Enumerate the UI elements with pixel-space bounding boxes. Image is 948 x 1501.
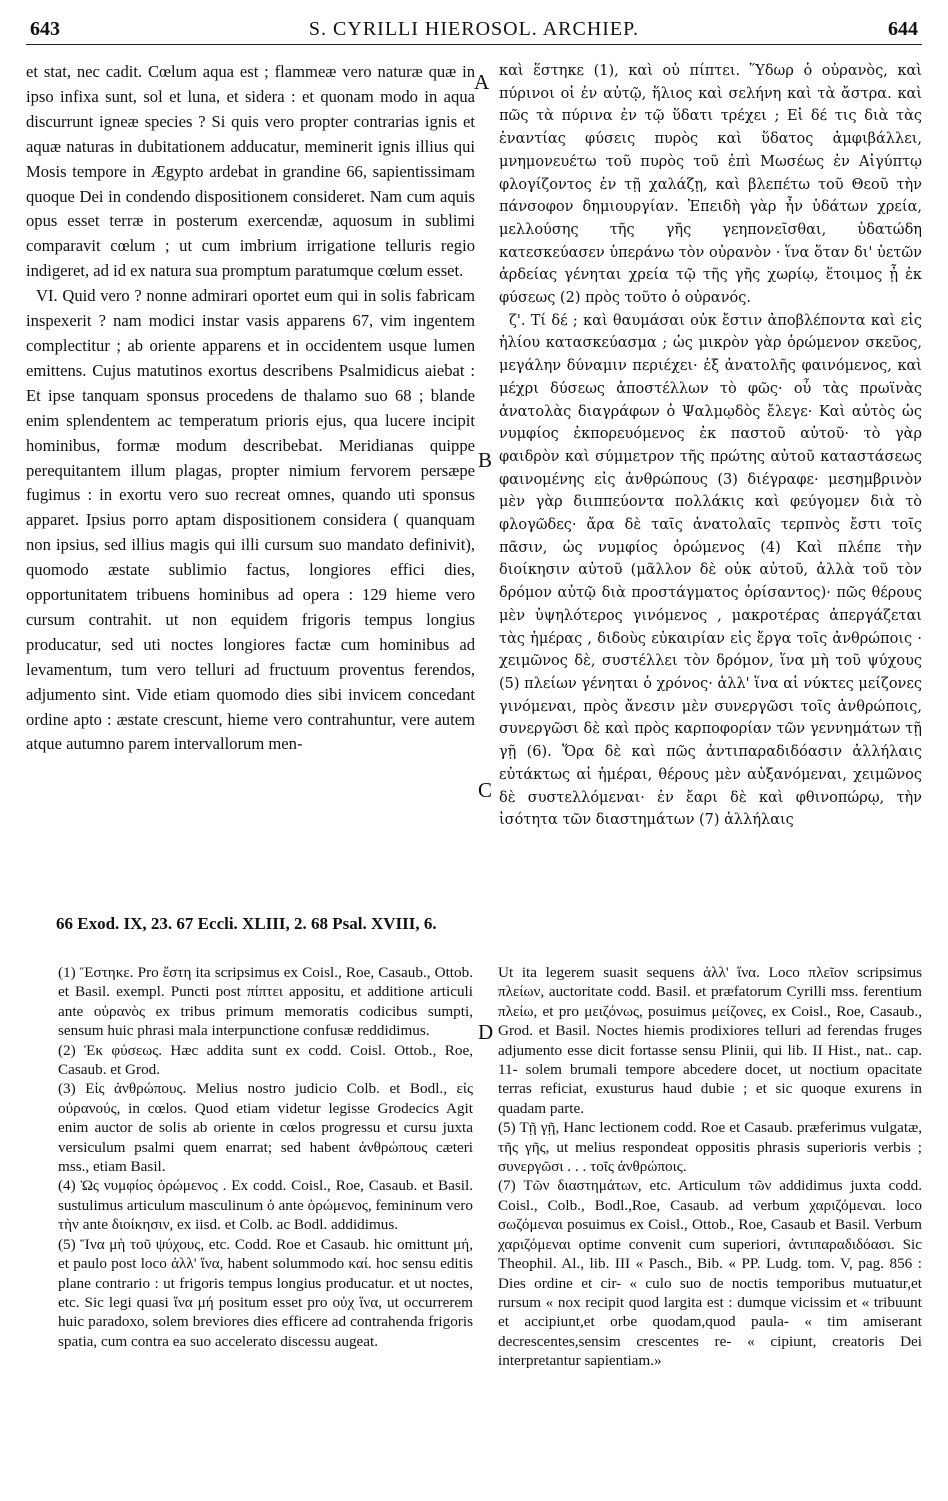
- footnotes-left: [58, 963, 473, 1493]
- page-number-right: 644: [888, 18, 918, 40]
- running-header: [26, 14, 922, 45]
- footnote: (3) Εἰς ἀνθρώπους. Melius nostro judicio Colb. et Bodl., εἰς οὐρανούς, in cœlos. Quod etiam videtur legisse Grodecics Agit enim auctor de solis ab oriente in cœlos progressu et cursu juxta versiculum psalmi quem enarrat; sed habent ἀνθρώπους cæteri mss., etiam Basil.: [58, 1080, 473, 1176]
- page-number-left: 643: [30, 18, 60, 40]
- margin-letter-b: B: [478, 448, 493, 472]
- footnotes-right: [498, 963, 922, 1493]
- latin-column: [26, 60, 475, 850]
- latin-paragraph-2: VI. Quid vero ? nonne admirari oportet eum qui in solis fabricam inspexerit ? nam modici instar vasis apparens 67, vim ingentem complectitur ; ab oriente apparens et in occidentem usque lumen emittens. Cujus matutinos exortus describens Psalmidicus aiebat : Et ipse tanquam sponsus procedens de thalamo suo 68 ; blande enim splendentem ac temperatum prioris ejus, qua lucere incipit hominibus, formæ modum describebat. Meridianas quippe perequitantem illum plagas, propter nimium fervorem persæpe fugimus : in exortu vero suo recreat omnes, quando uti sponsus apparet. Ipsius porro aptam dispositionem considera ( quanquam non ipsius, sed illius magis qui illi cursum suo mandato definivit), quomodo æstate sublimio factus, longiores effici dies, opportunitatem tribuens hominibus ad opera : 129 hieme vero cursum contrahit. ut non equidem frigoris tempus longius producatur, sed uti noctes longiores factæ cum hominibus ad levamentum, tum vero telluri ad fructuum proventus ferendos, adjumento sint. Vide etiam quomodo dies sibi invicem concedant ordine apto : æstate crescunt, hieme vero contrahuntur, vere autem atque autumno parem intervallorum men-: [26, 286, 475, 754]
- greek-paragraph-1: καὶ ἕστηκε (1), καὶ οὐ πίπτει. Ὕδωρ ὁ οὐρανὸς, καὶ πύρινοι οἱ ἐν αὐτῷ, ἥλιος καὶ σελήνη καὶ τὰ ἄστρα. καὶ πῶς τὰ πύρινα ἐν τῷ ὕδατι τρέχει ; Εἰ δέ τις διὰ τὰς ἐναντίας φύσεις πυρὸς καὶ ὕδατος ἀμφιβάλλει, μνημονευέτω τοῦ πυρὸς τοῦ ἐπὶ Μωσέως ἐν Αἰγύπτῳ φλογίζοντος ἐν τῇ χαλάζῃ, καὶ βλεπέτω τοῦ Θεοῦ τὴν πάνσοφον δημιουργίαν. Ἐπειδὴ γὰρ ἦν ὑδάτων χρεία, μελλούσης τῆς γῆς γεηπονεῖσθαι, ὑδατώδη κατεσκεύασεν ὑπεράνω τὸν οὐρανὸν · ἵνα ὅταν δι' ὑετῶν ἀρδείας γένηται χρεία τῷ τῆς γῆς χωρίῳ, ἕτοιμος ᾖ ἐκ φύσεως (2) πρὸς τοῦτο ὁ οὐρανός.: [499, 63, 922, 307]
- footnote: (7) Τῶν διαστημάτων, etc. Articulum τῶν addidimus juxta codd. Coisl., Colb., Bodl.,Roe, Casaub. ad verbum χαριζόμεναι. loco σωζόμεναι posuimus ex Coisl., Ottob., Roe, Casaub et Basil. Verbum χαριζόμεναι optime convenit cum superiori, ἀντιπαραδιδόασι. Sic Theophil. Al., lib. III « Pasch., Bib. « PP. Ludg. tom. V, pag. 856 : Dies ordine et cir- « culo suo de noctis temporibus mutuatur,et rursum « nox recipit quod largita est : dumque vicissim et « tribuunt et accipiunt,et orbe quodam,quod paula- « tim amiserant decrescentes,sensim crescentes re- « cipiunt, creatoris Dei interpretantur sapientiam.»: [498, 1177, 922, 1370]
- footnote: (4) Ὡς νυμφίος ὁρώμενος . Ex codd. Coisl., Roe, Casaub. et Basil. sustulimus articulum masculinum ὁ ante ὁρώμενος, femininum vero τὴν ante διοίκησιν, ex iisd. et Colb. ac Bodl. addidimus.: [58, 1177, 473, 1234]
- margin-letter-a: A: [474, 70, 490, 94]
- latin-paragraph-1: et stat, nec cadit. Cœlum aqua est ; flammeæ vero naturæ quæ in ipso infixa sunt, sol et luna, et sidera : et quonam modo in aqua discurrunt igneæ species ? Si quis vero propter contrarias ignis et aquæ naturas in dubitationem adducatur, meminerit ignis illius qui Mosis tempore in Ægypto ardebat in grandine 66, sapientissimam quoque Dei in condendo dispositionem consideret. Nam cum aquis opus esset terræ in posterum exercendæ, aquosum in sublimi comparavit cœlum ; ut cum imbrium irrigatione telluris regio indigeret, ad id ex natura sua promptum paratumque cœlum esset.: [26, 62, 475, 281]
- footnote: (5) Τῇ γῇ, Hanc lectionem codd. Roe et Casaub. præferimus vulgatæ, τῆς γῆς, ut melius respondeat oppositis phrasis superioris verbis ; συνεργῶσι . . . τοῖς ἀνθρώποις.: [498, 1119, 922, 1176]
- scripture-references: 66 Exod. IX, 23. 67 Eccli. XLIII, 2. 68 Psal. XVIII, 6.: [56, 914, 437, 933]
- footnote: (5) Ἵνα μὴ τοῦ ψύχους, etc. Codd. Roe et Casaub. hic omittunt μή, et paulo post loco ἀλλ' ἵνα, habent solummodo καί. hoc sensu editis plane contrario : ut frigoris tempus longius producatur. et ut noctes, etc. Sic legi quasi ἵνα μή positum esset pro οὐχ ἵνα, ut occurrerem huic paradoxo, solem breviores dies efficere ad contrahenda frigoris spatia, cum contra ea suo accelerato discessu augeat.: [58, 1235, 473, 1350]
- footnote: (2) Ἐκ φύσεως. Hæc addita sunt ex codd. Coisl. Ottob., Roe, Casaub. et Grod.: [58, 1041, 473, 1079]
- margin-letter-c: C: [478, 778, 493, 802]
- greek-column: [499, 60, 922, 850]
- margin-letter-d: D: [478, 1020, 494, 1044]
- footnote: Ut ita legerem suasit sequens ἀλλ' ἵνα. Loco πλεῖον scripsimus πλείων, auctoritate codd. Basil. et præfatorum Cyrilli mss. ferentium πλείω, et pro μειζόνως, posuimus μείζονες, ex Coisl., Roe, Casaub., Grod. et Basil. Noctes hiemis prodixiores telluri ad ferendas fruges adjumento esse dicit fortasse sensu Plinii, qui lib. II Hist., nat.. cap. 11- solem brumali tempore abcedere docet, ut noctium opacitate terras reficiat, exusturus haud dubie ; et sic quoque exurens in quadam parte.: [498, 964, 922, 1117]
- running-title: S. CYRILLI HIEROSOL. ARCHIEP.: [308, 18, 640, 40]
- footnote: (1) Ἕστηκε. Pro ἕστη ita scripsimus ex Coisl., Roe, Casaub., Ottob. et Basil. exempl. Puncti post πίπτει appositu, et additione articuli ante οὐρανὸς ex tribus primum memoratis codicibus sumpti, sensum huic phrasi mala interpunctione confusæ reddidimus.: [58, 964, 473, 1040]
- greek-paragraph-2: ζ'. Τί δέ ; καὶ θαυμάσαι οὐκ ἔστιν ἀποβλέποντα καὶ εἰς ἡλίου κατασκεύασμα ; ὡς μικρὸν γὰρ ὁρώμενον σκεῦος, μεγάλην δύναμιν περιέχει· ἐξ ἀνατολῆς φαινόμενος, καὶ μέχρι δύσεως ἀποστέλλων τὸ φῶς· οὗ τὰς πρωϊνὰς ἀνατολὰς διαγράφων ὁ Ψαλμῳδὸς ἔλεγε· Καὶ αὐτὸς ὡς νυμφίος ἐκπορευόμενος ἐκ παστοῦ αὐτοῦ· τὸ γὰρ φαιδρὸν καὶ σύμμετρον τῆς πρώτης αὐτοῦ καταστάσεως φαινομένης εἰς ἀνθρώπους (3) διέγραφε· μεσημβρινὸν μὲν γὰρ διιππεύοντα πολλάκις καὶ φεύγομεν διὰ τὸ φλογῶδες· ἄρα δὲ ταῖς ἀνατολαῖς τερπνὸς ἔστι τοῖς πᾶσιν, ὡς νυμφίος ὁρώμενος (4) Καὶ πλέπε τὴν διοίκησιν αὐτοῦ (μᾶλλον δὲ οὐκ αὐτοῦ, ἀλλὰ τοῦ τὸν δρόμον αὐτῷ διὰ προστάγματος ὁρίσαντος)· πῶς θέρους μὲν ὑψηλότερος γινόμενος , μακροτέρας ἀπεργάζεται τὰς ἡμέρας , διδοὺς εὐκαιρίαν εἰς ἔργα τοῖς ἀνθρώποις · χειμῶνος δὲ, συστέλλει τὸν δρόμον, ἵνα μὴ τοῦ ψύχους (5) πλείων γένηται ὁ χρόνος· ἀλλ' ἵνα αἱ νύκτες μείζονες γινόμεναι, πρὸς ἄνεσιν μὲν συνεργῶσι τοῖς ἀνθρώποις, συνεργῶσι δὲ καὶ πρὸς καρποφορίαν τῶν γεννημάτων τῇ γῇ (6). Ὅρα δὲ καὶ πῶς ἀντιπαραδιδόασιν ἀλλήλαις εὐτάκτως αἱ ἡμέραι, θέρους μὲν αὐξανόμεναι, χειμῶνος δὲ συστελλόμεναι· ἐν ἔαρι δὲ καὶ φθινοπώρῳ, τὴν ἰσότητα τῶν διαστημάτων (7) ἀλλήλαις: [499, 312, 922, 829]
